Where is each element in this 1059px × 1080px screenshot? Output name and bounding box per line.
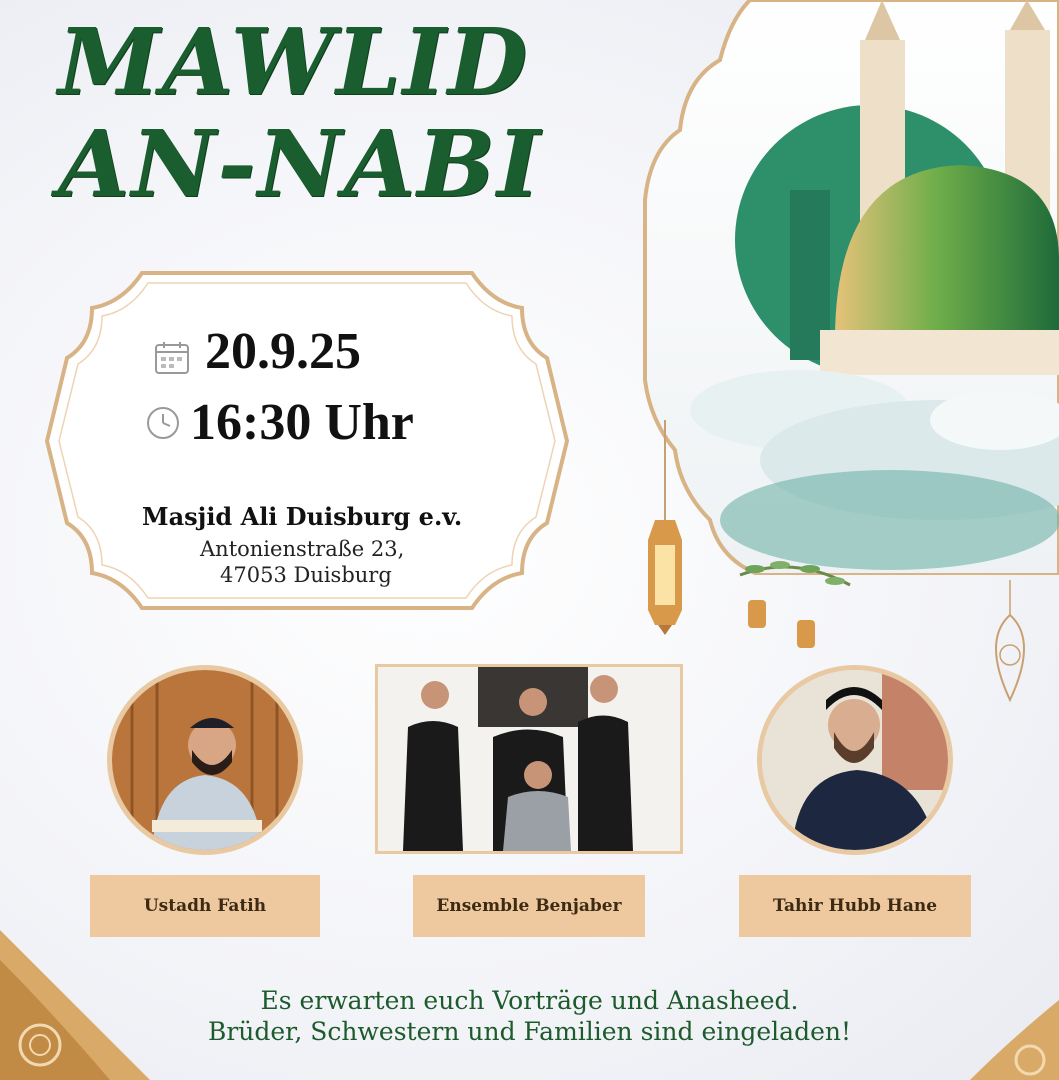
- venue-address-street: Antonienstraße 23,: [200, 537, 405, 561]
- footer-line-2: Brüder, Schwestern und Familien sind eingeladen!: [207, 1017, 852, 1046]
- performer-label-tahir-hubb-hane: Tahir Hubb Hane: [739, 875, 971, 937]
- performer-label-ustadh-fatih: Ustadh Fatih: [90, 875, 320, 937]
- mosque-illustration: [640, 0, 1059, 575]
- performer-label-ensemble-benjaber: Ensemble Benjaber: [413, 875, 645, 937]
- lantern-decoration: [640, 420, 690, 635]
- performer-photo-ustadh-fatih: [107, 665, 303, 855]
- footer-line-1: Es erwarten euch Vorträge und Anasheed.: [260, 986, 799, 1015]
- performer-photo-tahir-hubb-hane: [757, 665, 953, 855]
- performer-photo-ensemble-benjaber: [375, 664, 683, 854]
- venue-address-city: 47053 Duisburg: [220, 563, 392, 587]
- event-time: 16:30 Uhr: [190, 394, 414, 451]
- hanging-ornament-decoration: [978, 580, 1042, 705]
- venue-name: Masjid Ali Duisburg e.v.: [142, 502, 463, 531]
- event-date: 20.9.25: [205, 323, 361, 380]
- calendar-icon: [154, 340, 190, 376]
- clock-icon: [146, 406, 180, 440]
- leaf-garland-decoration: [735, 555, 855, 665]
- title-line-2: AN-NABI: [58, 110, 542, 218]
- title-line-1: MAWLID: [58, 8, 530, 116]
